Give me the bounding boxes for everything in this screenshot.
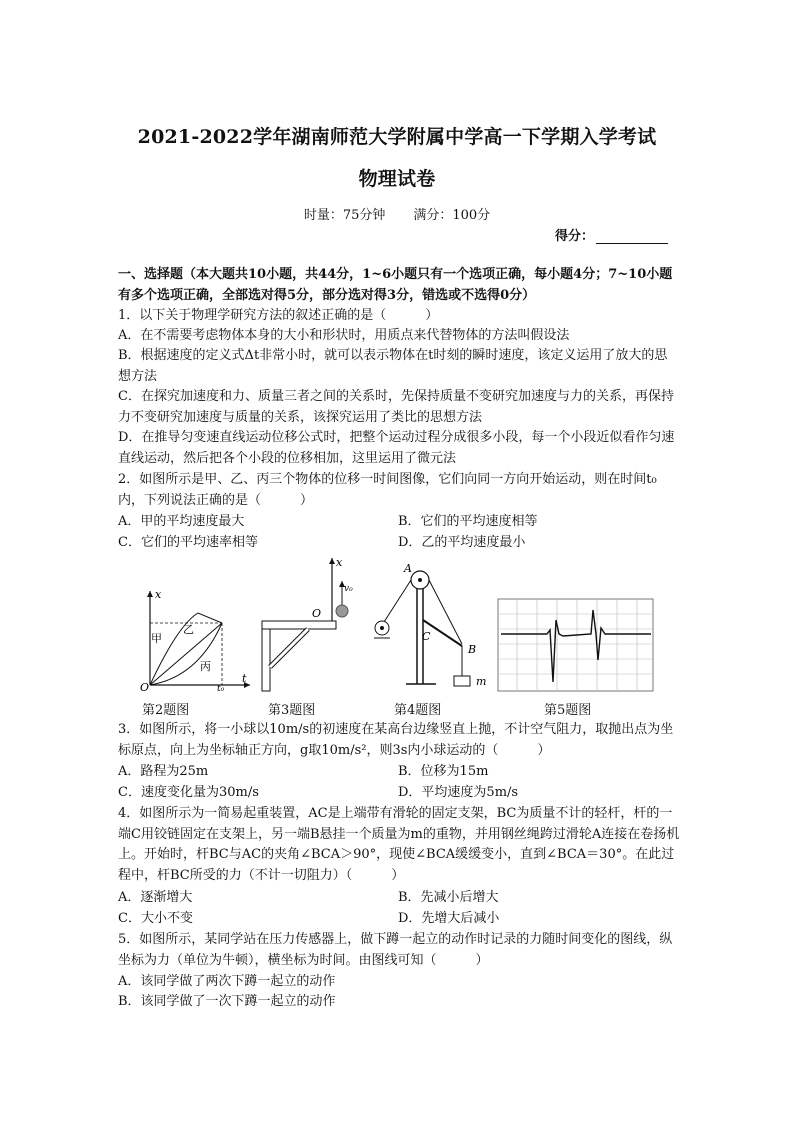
q4-option-c: C．大小不变 xyxy=(118,911,193,926)
fig3-x-label: x xyxy=(336,556,343,569)
q2-stem: 2．如图所示是甲、乙、丙三个物体的位移一时间图像，它们向同一方向开始运动，则在时间t₀内，下列说法正确的是（ ） xyxy=(118,472,657,508)
fig4-c-label: C xyxy=(422,630,431,643)
q3-option-b: B．位移为15m xyxy=(398,764,489,779)
q4-option-b: B．先减小后增大 xyxy=(398,890,499,905)
q3-stem: 3．如图所示，将一小球以10m/s的初速度在某高台边缘竖直上抛，不计空气阻力，取抛出点为坐标原点，向上为坐标轴正方向，g取10m/s²，则3s内小球运动的（ ） xyxy=(118,722,674,758)
figure-4-crane xyxy=(370,558,490,693)
q4-option-a: A．逐渐增大 xyxy=(118,890,193,905)
fig3-v0-label: v₀ xyxy=(344,584,353,594)
q1-option-a: A．在不需要考虑物体本身的大小和形状时，用质点来代替物体的方法叫假设法 xyxy=(118,328,570,343)
q5-option-b: B．该同学做了一次下蹲一起立的动作 xyxy=(118,994,336,1009)
q4-option-d: D．先增大后减小 xyxy=(398,911,500,926)
fig4-m-label: m xyxy=(476,675,487,688)
exam-subtitle: 物理试卷 xyxy=(358,168,436,190)
q4-stem: 4．如图所示为一简易起重装置，AC是上端带有滑轮的固定支架，BC为质量不计的轻杆，杆的一端C用铰链固定在支架上，另一端B悬挂一个质量为m的重物，并用钢丝绳跨过滑轮A连接在卷扬机上。开始时，杆BC与AC的夹角∠BCA＞90°，现使∠BCA缓缓变小，直到∠BCA＝30°。在此过程中，杆BC所受的力（不计一切阻力）（ ） xyxy=(118,806,680,883)
fig2-origin-label: O xyxy=(140,681,150,693)
fig2-yi-label: 乙 xyxy=(183,623,194,636)
fig2-jia-label: 甲 xyxy=(151,632,162,645)
q1-option-b: B．根据速度的定义式Δt非常小时，就可以表示物体在t时刻的瞬时速度，该定义运用了放大的思想方法 xyxy=(118,348,668,384)
section1-heading: 一、选择题（本大题共10小题，共44分，1~6小题只有一个选项正确，每小题4分；7~10小题有多个选项正确，全部选对得5分，部分选对得3分，错选或不选得0分） xyxy=(118,267,673,303)
time-limit: 时量：75分钟 xyxy=(303,208,386,223)
figure-2-xt-graph xyxy=(138,585,256,693)
q2-option-b: B．它们的平均速度相等 xyxy=(398,514,538,529)
fig4-a-label: A xyxy=(404,562,412,575)
score-blank xyxy=(596,231,668,244)
fig2-bing-label: 丙 xyxy=(200,660,211,673)
figure-3-platform xyxy=(258,555,356,693)
q3-option-d: D．平均速度为5m/s xyxy=(398,785,519,800)
fig4-caption: 第4题图 xyxy=(394,703,442,718)
q1-option-c: C．在探究加速度和力、质量三者之间的关系时，先保持质量不变研究加速度与力的关系，再保持力不变研究加速度与质量的关系，该探究运用了类比的思想方法 xyxy=(118,389,674,425)
fig2-x-label: x xyxy=(155,588,162,601)
q2-option-a: A．甲的平均速度最大 xyxy=(118,514,245,529)
q5-stem: 5．如图所示，某同学站在压力传感器上，做下蹲一起立的动作时记录的力随时间变化的图线，纵坐标为力（单位为牛顿），横坐标为时间。由图线可知（ ） xyxy=(118,932,673,968)
fig3-caption: 第3题图 xyxy=(268,703,316,718)
score-label: 得分： xyxy=(555,229,595,244)
exam-title: 2021-2022学年湖南师范大学附属中学高一下学期入学考试 xyxy=(137,126,657,148)
full-score: 满分：100分 xyxy=(413,208,491,223)
score-field xyxy=(555,225,668,244)
q1-option-d: D．在推导匀变速直线运动位移公式时，把整个运动过程分成很多小段，每一个小段近似看作匀速直线运动，然后把各个小段的位移相加，这里运用了微元法 xyxy=(118,430,675,466)
q1-stem: 1．以下关于物理学研究方法的叙述正确的是（ ） xyxy=(118,308,439,323)
q3-option-c: C．速度变化量为30m/s xyxy=(118,785,259,800)
fig2-caption: 第2题图 xyxy=(142,703,190,718)
fig3-origin-label: O xyxy=(312,607,322,620)
q5-option-a: A．该同学做了两次下蹲一起立的动作 xyxy=(118,974,336,989)
fig5-caption: 第5题图 xyxy=(544,703,592,718)
fig2-t-label: t xyxy=(242,672,247,685)
exam-meta xyxy=(0,204,794,223)
fig4-b-label: B xyxy=(468,643,477,656)
q2-option-d: D．乙的平均速度最小 xyxy=(398,535,526,550)
figure-5-force-graph xyxy=(497,598,655,693)
fig2-t0-label: t₀ xyxy=(217,684,225,693)
q2-option-c: C．它们的平均速率相等 xyxy=(118,535,258,550)
q3-option-a: A．路程为25m xyxy=(118,764,209,779)
